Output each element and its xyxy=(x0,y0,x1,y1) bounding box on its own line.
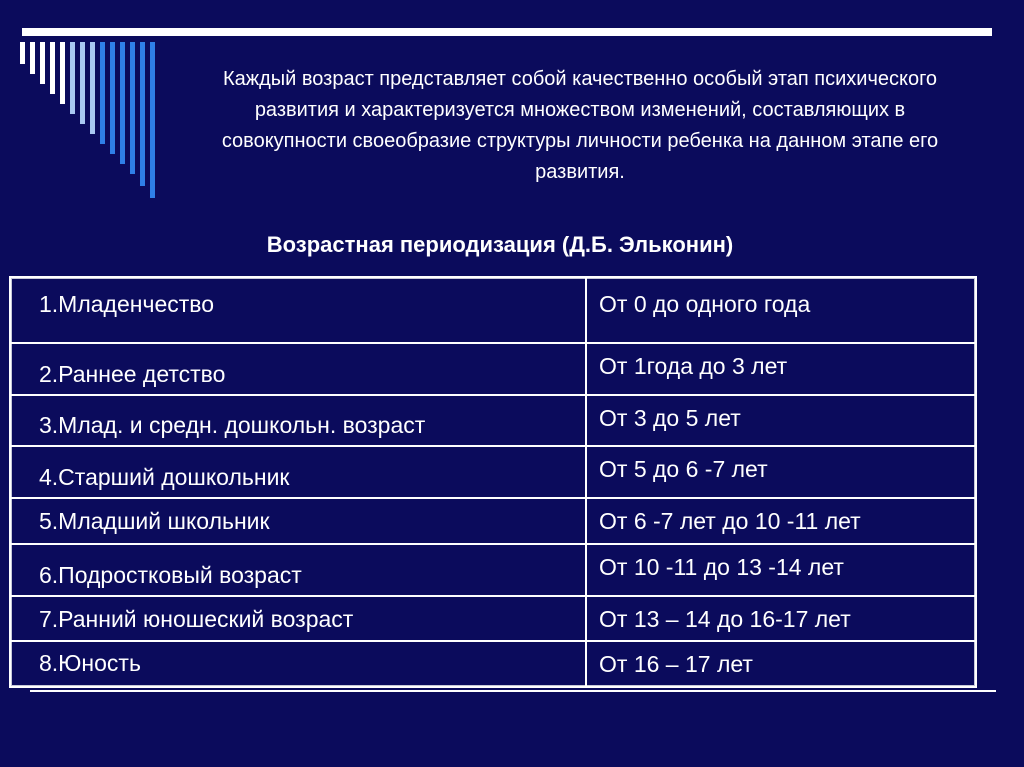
age-periodization-table xyxy=(9,276,977,688)
table-row xyxy=(10,277,976,343)
stage-cell: 3.Млад. и средн. дошкольн. возраст xyxy=(10,395,586,446)
table-row xyxy=(10,395,976,446)
table-row xyxy=(10,596,976,641)
comb-bar xyxy=(150,42,155,198)
comb-bar xyxy=(90,42,95,134)
intro-paragraph: Каждый возраст представляет собой качественно особый этап психического развития и характеризуется множеством изменений, составляющих в совокупности своеобразие структуры личности ребенка на данном этапе его развития. xyxy=(221,68,939,183)
comb-bar xyxy=(110,42,115,154)
comb-bar xyxy=(100,42,105,144)
comb-bar xyxy=(20,42,25,64)
table-row xyxy=(10,343,976,395)
stage-cell: 2.Раннее детство xyxy=(10,343,586,395)
comb-bar xyxy=(70,42,75,114)
comb-bar xyxy=(120,42,125,164)
stage-cell: 1.Младенчество xyxy=(10,277,586,343)
stage-cell: 5.Младший школьник xyxy=(10,498,586,544)
comb-bar xyxy=(50,42,55,94)
comb-bar xyxy=(40,42,45,84)
age-range-cell: От 10 -11 до 13 -14 лет xyxy=(586,544,976,596)
table-row xyxy=(10,544,976,596)
age-range-cell: От 0 до одного года xyxy=(586,277,976,343)
age-range-cell: От 1года до 3 лет xyxy=(586,343,976,395)
age-range-cell: От 13 – 14 до 16-17 лет xyxy=(586,596,976,641)
decorative-bar-comb xyxy=(20,42,170,202)
comb-bar xyxy=(60,42,65,104)
bottom-decorative-rule xyxy=(30,690,996,692)
comb-bar xyxy=(80,42,85,124)
comb-bar xyxy=(30,42,35,74)
table-row xyxy=(10,641,976,687)
top-decorative-rule xyxy=(22,28,992,36)
age-range-cell: От 5 до 6 -7 лет xyxy=(586,446,976,498)
stage-cell: 7.Ранний юношеский возраст xyxy=(10,596,586,641)
age-range-cell: От 3 до 5 лет xyxy=(586,395,976,446)
stage-cell: 6.Подростковый возраст xyxy=(10,544,586,596)
comb-bar xyxy=(130,42,135,174)
table-title: Возрастная периодизация (Д.Б. Эльконин) xyxy=(266,232,734,257)
comb-bar xyxy=(140,42,145,186)
age-range-cell: От 6 -7 лет до 10 -11 лет xyxy=(586,498,976,544)
age-range-cell: От 16 – 17 лет xyxy=(586,641,976,687)
stage-cell: 8.Юность xyxy=(10,641,586,687)
table-row xyxy=(10,498,976,544)
stage-cell: 4.Старший дошкольник xyxy=(10,446,586,498)
table-row xyxy=(10,446,976,498)
